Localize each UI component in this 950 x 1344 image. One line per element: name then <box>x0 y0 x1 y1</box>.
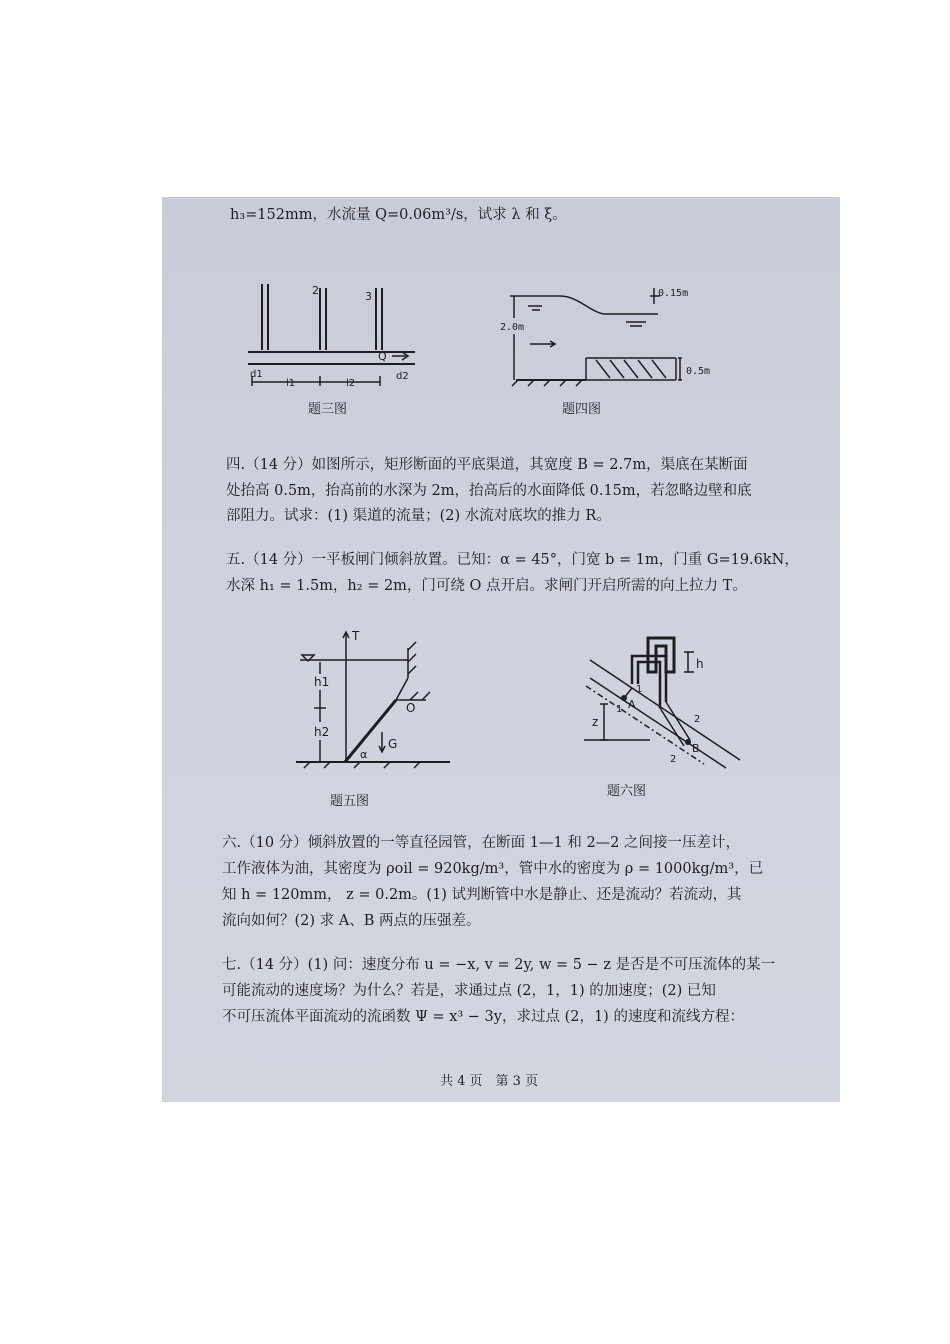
fig5-label-h1: h1 <box>314 675 330 689</box>
fig6-label-b: B <box>692 742 700 755</box>
figure-3-caption: 题三图 <box>308 402 348 417</box>
question-5-line-2: 水深 h₁ = 1.5m，h₂ = 2m，门可绕 O 点开启。求闸门开启所需的向上拉力 T。 <box>226 578 747 594</box>
figure-6-manometer-diagram <box>580 632 770 772</box>
fig3-label-l2: l2 <box>346 378 356 389</box>
fig4-label-step: 0.5m <box>686 366 711 377</box>
fig6-label-h: h <box>696 657 704 671</box>
question-4-line-1: 四.（14 分）如图所示，矩形断面的平底渠道，其宽度 B = 2.7m，渠底在某断面 <box>226 457 748 473</box>
fig5-label-t: T <box>352 629 360 643</box>
figure-4-caption: 题四图 <box>562 402 602 417</box>
question-4-line-2: 处抬高 0.5m，抬高前的水深为 2m，抬高后的水面降低 0.15m，若忽略边壁和底 <box>226 483 752 499</box>
question-3-tail: h₃=152mm，水流量 Q=0.06m³/s，试求 λ 和 ξ。 <box>230 207 567 223</box>
question-5-line-1: 五.（14 分）一平板闸门倾斜放置。已知：α = 45°，门宽 b = 1m，门重 G=19.6kN， <box>226 552 799 568</box>
fig5-label-g: G <box>388 737 398 751</box>
fig6-point-a <box>621 695 627 701</box>
figure-6-caption: 题六图 <box>607 784 647 799</box>
question-6-line-3: 知 h = 120mm， z = 0.2m。(1) 试判断管中水是静止、还是流动？若流动，其 <box>222 887 742 903</box>
fig6-label-2b: 2 <box>670 754 677 765</box>
question-7-line-3: 不可压流体平面流动的流函数 Ψ = x³ − 3y，求过点 (2，1) 的速度和流线方程： <box>222 1009 744 1025</box>
fig5-label-alpha: α <box>360 748 368 761</box>
fig3-label-d2: d2 <box>396 371 409 382</box>
fig4-label-depth: 2.0m <box>500 322 525 333</box>
fig6-label-1a: 1 <box>636 684 643 695</box>
fig6-label-1b: 1 <box>616 704 623 715</box>
question-6-line-2: 工作液体为油，其密度为 ρoil = 920kg/m³，管中水的密度为 ρ = 1000kg/m³，已 <box>222 861 764 877</box>
page-footer: 共 4 页 第 3 页 <box>440 1074 539 1089</box>
fig3-label-q: Q <box>378 350 387 363</box>
figure-5-gate-diagram <box>290 628 460 773</box>
fig6-label-z: z <box>592 715 599 729</box>
figure-3-pipe-diagram <box>240 278 420 388</box>
fig3-label-3: 3 <box>365 290 372 303</box>
question-6-line-1: 六.（10 分）倾斜放置的一等直径园管，在断面 1—1 和 2—2 之间接一压差计， <box>222 835 741 851</box>
fig6-point-b <box>685 739 691 745</box>
fig6-label-2a: 2 <box>694 714 701 725</box>
question-7-line-2: 可能流动的速度场？为什么？若是，求通过点 (2，1，1) 的加速度；(2) 已知 <box>222 983 716 999</box>
fig5-label-h2: h2 <box>314 725 330 739</box>
fig4-label-drop: 0.15m <box>658 288 689 299</box>
fig5-label-o: O <box>406 701 416 715</box>
figure-5-caption: 题五图 <box>330 794 370 809</box>
fig6-label-a: A <box>628 698 636 711</box>
figure-4-channel-diagram <box>500 282 740 387</box>
question-6-line-4: 流向如何？(2) 求 A、B 两点的压强差。 <box>222 913 481 929</box>
fig3-label-2: 2 <box>312 284 319 297</box>
fig3-label-d1: d1 <box>250 369 263 380</box>
question-4-line-3: 部阻力。试求：(1) 渠道的流量；(2) 水流对底坎的推力 R。 <box>226 508 611 524</box>
fig3-label-l1: l1 <box>286 378 296 389</box>
question-7-line-1: 七.（14 分）(1) 问：速度分布 u = −x, v = 2y, w = 5 − z 是否是不可压流体的某一 <box>222 957 776 973</box>
